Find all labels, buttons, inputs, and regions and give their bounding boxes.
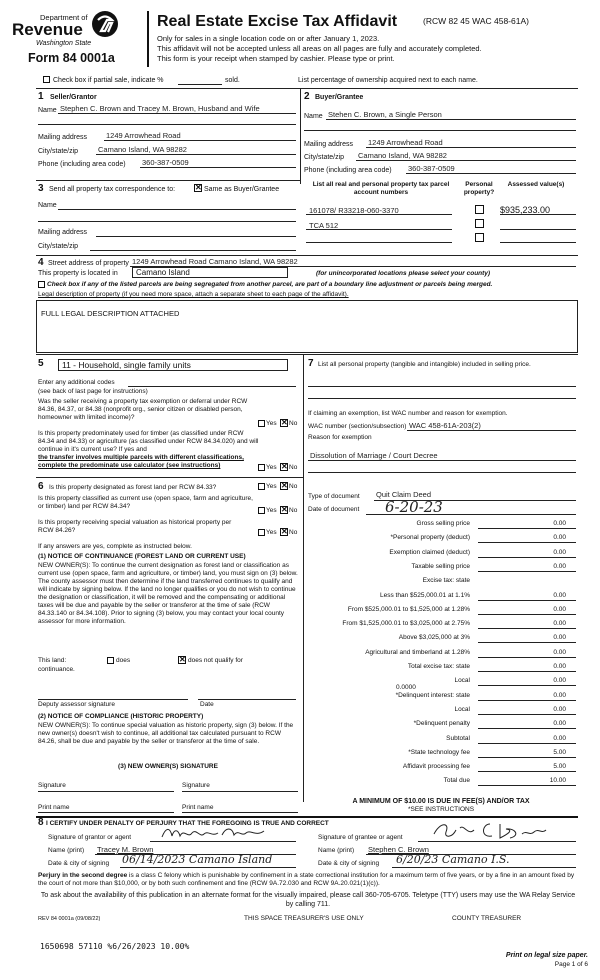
certify-statement: I CERTIFY UNDER PENALTY OF PERJURY THAT THE FOREGOING IS TRUE AND CORRECT [46, 820, 329, 827]
same-as-buyer-checkbox[interactable]: ✕ [195, 183, 202, 192]
tax-row-label: *State technology fee [408, 749, 470, 756]
deputy-date-line[interactable] [198, 699, 296, 700]
buyer-mail[interactable]: 1249 Arrowhead Road [368, 138, 443, 147]
seller-city-label: City/state/zip [38, 148, 79, 155]
tax-row-line [478, 642, 576, 643]
dept-label: Department of [40, 13, 88, 22]
seller-phone-line [140, 167, 296, 168]
buyer-name[interactable]: Stehen C. Brown, a Single Person [328, 110, 442, 119]
this-land-label: This land: [38, 657, 67, 664]
signature-line-1[interactable] [38, 791, 174, 792]
accessibility-note: To ask about the availability of this publication in an alternate format for the visually impaired, please call 360-705-6705. Teletype (TTY) users may use the WA Relay Service by calling 711. [40, 892, 576, 908]
rule [36, 477, 303, 478]
buyer-mail-line [366, 147, 576, 148]
no-label: No [289, 420, 298, 427]
legal-description-text: FULL LEGAL DESCRIPTION ATTACHED [41, 309, 180, 318]
tax-row-line [478, 771, 576, 772]
tax-row-label: From $1,525,000.01 to $3,025,000 at 2.75% [342, 620, 470, 627]
tax-row-label: Affidavit processing fee [402, 763, 470, 770]
tax-row-value[interactable]: 0.00 [553, 534, 566, 541]
section-3-number: 3 [38, 183, 44, 194]
header-line1: Only for sales in a single location code on or after January 1, 2023. [157, 34, 380, 43]
exemption-no-checkbox[interactable]: ✕ [281, 418, 288, 427]
seller-phone-label: Phone (including area code) [38, 161, 126, 168]
grantor-date-city[interactable]: 06/14/2023 Camano Island [122, 853, 273, 866]
tax-row-label: Agricultural and timberland at 1.28% [365, 649, 470, 656]
parcel-2[interactable]: TCA 512 [309, 221, 339, 230]
assessed-value-1[interactable]: $935,233.00 [500, 205, 551, 215]
buyer-mail-label: Mailing address [304, 141, 354, 148]
current-use-yes-checkbox[interactable] [258, 507, 265, 514]
grantee-date-label: Date & city of signing [318, 860, 380, 867]
tax-row-value[interactable]: 0.00 [553, 549, 566, 556]
corr-city-line[interactable] [90, 250, 296, 251]
tax-row-value[interactable]: 10.00 [549, 777, 566, 784]
print-name-line-2[interactable] [182, 812, 298, 813]
tax-row-line [478, 528, 576, 529]
parcel-col-header: List all real and personal property tax parcel account numbers [312, 181, 450, 196]
no-label: No [289, 464, 298, 471]
grantor-date-line [120, 867, 296, 868]
perjury-text: is a class C felony which is punishable by confinement in a state correctional institution for a maximum term of five years, or by a fine in an amount fixed by the court of not more than $10,000, or by both such confinement and fine (RCW 9A.72.030 and RCW 9A.20.021(1)(c)). [38, 872, 575, 887]
tax-row-label: Taxable selling price [411, 563, 470, 570]
tax-row-value[interactable]: 0.00 [553, 520, 566, 527]
reason-line [308, 460, 576, 461]
tax-row-value[interactable]: 5.00 [553, 749, 566, 756]
tax-row-label: Excise tax: state [422, 577, 470, 584]
tax-row-value[interactable]: 0.00 [553, 592, 566, 599]
exemption-question: Was the seller receiving a property tax exemption or deferral under RCW 84.36, 84.37, or 84.38 (nonprofit org., senior citizen or disabled person, homeowner with limited income)? [38, 398, 248, 421]
located-label: This property is located in [38, 270, 118, 277]
tax-row-value[interactable]: 5.00 [553, 763, 566, 770]
buyer-name-label: Name [304, 113, 323, 120]
deputy-sig-line[interactable] [38, 699, 188, 700]
dor-logo-icon [92, 11, 118, 37]
tax-row-line [478, 557, 576, 558]
location-select[interactable] [132, 267, 288, 278]
signature-label-2: Signature [182, 782, 210, 789]
forest-yes-checkbox[interactable] [258, 483, 265, 490]
header-line3: This form is your receipt when stamped by cashier. Please type or print. [157, 54, 395, 63]
treasurer-use: THIS SPACE TREASURER'S USE ONLY [244, 915, 364, 922]
perjury-notice [38, 872, 578, 888]
tax-row-value[interactable]: 0.00 [553, 692, 566, 699]
corr-mail-label: Mailing address [38, 229, 88, 236]
corr-city-label: City/state/zip [38, 243, 79, 250]
segregated-checkbox[interactable] [38, 281, 45, 288]
additional-codes-field[interactable] [128, 386, 296, 387]
doc-date-label: Date of document [308, 506, 360, 513]
deputy-date-label: Date [200, 701, 214, 708]
tax-row-line [478, 685, 576, 686]
timber-yes-checkbox[interactable] [258, 464, 265, 471]
seller-name[interactable]: Stephen C. Brown and Tracey M. Brown, Husband and Wife [60, 104, 260, 113]
tax-row-value[interactable]: 0.00 [553, 634, 566, 641]
no-label: No [289, 483, 298, 490]
tax-row-label: *Delinquent penalty [413, 720, 470, 727]
personal-property-label: List all personal property (tangible and intangible) included in selling price. [318, 361, 531, 368]
current-use-no-checkbox[interactable]: ✕ [281, 505, 288, 514]
tax-row-line [478, 600, 576, 601]
timber-question: Is this property predominately used for timber (as classified under RCW 84.34 and 84.33) or agriculture (as classified under RCW 84.34.020) and will continue in it's current use? If yes and [38, 430, 259, 453]
yes-label: Yes [266, 507, 277, 514]
assessed-col-header: Assessed value(s) [507, 181, 565, 188]
exemption-reason[interactable]: Dissolution of Marriage / Court Decree [310, 451, 438, 460]
section-2-number: 2 [304, 91, 310, 102]
page-number: Page 1 of 6 [554, 961, 588, 968]
tax-row-line [478, 728, 576, 729]
tax-row-value[interactable]: 0.00 [553, 663, 566, 670]
partial-sale-percent-field[interactable] [178, 84, 222, 85]
historic-yes-checkbox[interactable] [258, 529, 265, 536]
personal-col-header: Personal property? [463, 181, 495, 196]
buyer-phone[interactable]: 360-387-0509 [408, 164, 455, 173]
legal-description-field[interactable] [36, 300, 578, 353]
location-value: Camano Island [136, 268, 190, 277]
revision: REV 84 0001a (09/08/22) [38, 916, 101, 922]
tax-row-line [478, 542, 576, 543]
assessed-3-line [500, 242, 576, 243]
exemption-claim-label: If claiming an exemption, list WAC number and reason for exemption. [308, 410, 508, 417]
tax-row-line [478, 614, 576, 615]
assessed-1-line [500, 214, 576, 215]
parcel-2-line [306, 229, 452, 230]
wac-line [407, 430, 576, 431]
rcw-ref: (RCW 82 45 WAC 458-61A) [423, 16, 529, 26]
no-label: No [289, 507, 298, 514]
header-line2: This affidavit will not be accepted unless all areas on all pages are fully and accurately completed. [157, 44, 482, 53]
tax-row-value[interactable]: 0.00 [553, 735, 566, 742]
personal-property-line-2[interactable] [308, 398, 576, 399]
legal-desc-label: Legal description of property (if you need more space, attach a separate sheet to each page of the affidavit). [38, 291, 349, 298]
yes-label: Yes [266, 464, 277, 471]
seller-title: Seller/Grantor [50, 94, 97, 101]
col-divider [303, 354, 304, 802]
personal-property-2-checkbox[interactable] [475, 219, 484, 228]
yes-label: Yes [266, 529, 277, 536]
yes-label: Yes [266, 483, 277, 490]
doc-type[interactable]: Quit Claim Deed [376, 490, 432, 499]
tax-row-label: Gross selling price [416, 520, 470, 527]
tax-row-value[interactable]: 0.00 [553, 563, 566, 570]
see-back-note: (see back of last page for instructions) [38, 388, 148, 395]
tax-row-label: Above $3,025,000 at 3% [398, 634, 470, 641]
parcel-1[interactable]: 161078/ R33218-060-3370 [309, 206, 399, 215]
state-label: Washington State [36, 40, 92, 47]
assessed-2-line [500, 229, 576, 230]
tax-row-label: *Delinquent interest: state [395, 692, 470, 699]
grantor-date-label: Date & city of signing [48, 860, 110, 867]
local-rate[interactable]: 0.0000 [396, 684, 416, 691]
buyer-city-label: City/state/zip [304, 154, 345, 161]
rule [36, 816, 578, 818]
section-8-number: 8 [38, 817, 44, 828]
section-6-number: 6 [38, 481, 44, 492]
notice-compliance-body: NEW OWNER(S): To continue special valuation as historic property, sign (3) below. If the new owner(s) doesn't wish to continue, all additional tax calculated pursuant to RCW 84.26, shall be due and payable by the seller or transferor at the time of sale. [38, 722, 294, 745]
reason-label: Reason for exemption [308, 434, 372, 441]
tax-row-label: Total excise tax: state [407, 663, 470, 670]
tax-row-line [478, 700, 576, 701]
print-name-label-1: Print name [38, 804, 70, 811]
notice-compliance-title: (2) NOTICE OF COMPLIANCE (HISTORIC PROPERTY) [38, 713, 204, 720]
use-code-select[interactable] [58, 359, 288, 371]
buyer-phone-label: Phone (including area code) [304, 167, 392, 174]
minimum-note: A MINIMUM OF $10.00 IS DUE IN FEE(S) AND/OR TAX [352, 798, 530, 805]
current-use-question: Is this property classified as current use (open space, farm and agriculture, or timber) land per RCW 84.34? [38, 495, 253, 510]
tax-row-line [478, 757, 576, 758]
signature-line-2[interactable] [182, 791, 298, 792]
tax-row-line [478, 657, 576, 658]
revenue-logo-text: Revenue [12, 20, 83, 39]
section-1-number: 1 [38, 91, 44, 102]
grantee-name-label: Name (print) [318, 847, 355, 854]
section-7-number: 7 [308, 358, 314, 369]
buyer-city-line [356, 160, 576, 161]
timber-question-bold: the transfer involves multiple parcels with different classifications, complete the predominate use calculator (see instructions) [38, 454, 244, 469]
partial-sale-checkbox[interactable] [43, 76, 50, 83]
additional-codes-label: Enter any additional codes [38, 379, 115, 386]
corr-name-line2 [38, 221, 296, 222]
partial-sale-sold: sold. [225, 77, 240, 84]
print-name-line-1[interactable] [38, 812, 174, 813]
print-name-label-2: Print name [182, 804, 214, 811]
historic-question: Is this property receiving special valuation as historical property per RCW 84.26? [38, 519, 232, 534]
seller-name-label: Name [38, 107, 57, 114]
ownership-note: List percentage of ownership acquired next to each name. [298, 77, 478, 84]
grantor-signature [160, 825, 270, 841]
property-street[interactable]: 1249 Arrowhead Road Camano Island, WA 98282 [132, 257, 298, 266]
tax-row-line [478, 628, 576, 629]
grantor-sig-label: Signature of grantor or agent [48, 834, 132, 841]
same-as-buyer-label: Same as Buyer/Grantee [204, 186, 280, 193]
legal-paper-note: Print on legal size paper. [505, 952, 588, 959]
form-title: Real Estate Excise Tax Affidavit [157, 13, 398, 30]
yes-label: Yes [266, 420, 277, 427]
does-not-qualify-checkbox[interactable]: ✕ [179, 655, 186, 664]
personal-property-3-checkbox[interactable] [475, 233, 484, 242]
grantee-date-line [392, 867, 576, 868]
buyer-city[interactable]: Camano Island, WA 98282 [358, 151, 447, 160]
rule [36, 255, 578, 256]
wac-label: WAC number (section/subsection) [308, 423, 407, 430]
signature-label-1: Signature [38, 782, 66, 789]
parcel-1-line [306, 214, 452, 215]
partial-sale-label: Check box if partial sale, indicate % [53, 77, 164, 84]
no-label: No [289, 529, 298, 536]
notice-continuance-body: NEW OWNER(S): To continue the current designation as forest land or classification as current use (open space, farm and agriculture, or timber) land, you must sign on (3) below. The county assessor must then determine if the land transferred continues to qualify and will indicate by signing below. If the land no longer qualifies or you do not wish to continue the designation or classification, it will be removed and the compensating or additional taxes will be due and payable by the seller or transferor at the time of sale (RCW 84.33.140 or 84.34.108). Prior to signing (3) below, you may contact your local county assessor for more information. [38, 562, 298, 625]
grantor-name[interactable]: Tracey M. Brown [97, 845, 154, 854]
exemption-yes-checkbox[interactable] [258, 420, 265, 427]
cashier-stamp: 1650698 57110 %6/26/2023 10.00% [40, 942, 190, 951]
grantee-sig-label: Signature of grantee or agent [318, 834, 403, 841]
unincorporated-note: (for unincorporated locations please select your county) [316, 270, 491, 277]
corr-mail-line[interactable] [96, 236, 296, 237]
tax-row-line [478, 714, 576, 715]
section-5-number: 5 [38, 358, 44, 369]
if-yes-note: If any answers are yes, complete as instructed below. [38, 543, 192, 550]
street-label: Street address of property [48, 260, 129, 267]
tax-row-value[interactable]: 0.00 [553, 649, 566, 656]
forest-no-checkbox[interactable]: ✕ [281, 481, 288, 490]
parcel-3-line[interactable] [306, 242, 452, 243]
doc-date[interactable]: 6-20-23 [385, 498, 443, 516]
county-treasurer: COUNTY TREASURER [452, 915, 522, 922]
new-owner-sig-title: (3) NEW OWNER(S) SIGNATURE [118, 763, 218, 770]
grantee-date-city[interactable]: 6/20/23 Camano I.S. [396, 853, 510, 866]
doc-type-label: Type of document [308, 493, 360, 500]
tax-row-label: Subtotal [446, 735, 470, 742]
tax-row-line [478, 671, 576, 672]
tax-row-value[interactable]: 0.00 [553, 677, 566, 684]
grantee-signature [430, 820, 550, 842]
form-number: Form 84 0001a [28, 51, 115, 65]
seller-name-line2 [38, 124, 296, 125]
tax-row-line [478, 571, 576, 572]
seller-mail-line [104, 140, 296, 141]
perjury-bold: Perjury in the second degree [38, 872, 128, 879]
tax-row-label: Local [454, 677, 470, 684]
notice-continuance-title: (1) NOTICE OF CONTINUANCE (FOREST LAND OR CURRENT USE) [38, 553, 246, 560]
tax-row-line [478, 743, 576, 744]
grantor-name-label: Name (print) [48, 847, 85, 854]
seller-name-line [58, 113, 296, 114]
tax-row-value[interactable]: 0.00 [553, 720, 566, 727]
does-qualify-checkbox[interactable] [107, 657, 114, 664]
personal-property-line-1[interactable] [308, 386, 576, 387]
corr-name-label: Name [38, 202, 57, 209]
does-label: does [116, 657, 131, 664]
seller-city[interactable]: Camano Island, WA 98282 [98, 145, 187, 154]
correspondence-label: Send all property tax correspondence to: [49, 186, 176, 193]
grantor-sig-line[interactable] [150, 841, 296, 842]
rule [36, 88, 578, 89]
historic-no-checkbox[interactable]: ✕ [281, 527, 288, 536]
timber-no-checkbox[interactable]: ✕ [281, 462, 288, 471]
corr-name-line[interactable] [58, 209, 296, 210]
rule [36, 354, 578, 355]
seller-mail[interactable]: 1249 Arrowhead Road [106, 131, 181, 140]
seller-city-line [96, 154, 296, 155]
header-divider [147, 11, 149, 67]
tax-row-label: Exemption claimed (deduct) [389, 549, 470, 556]
tax-row-value[interactable]: 0.00 [553, 620, 566, 627]
reason-line-2 [308, 472, 576, 473]
buyer-title: Buyer/Grantee [315, 94, 364, 101]
tax-row-label: Total due [443, 777, 470, 784]
buyer-phone-line [406, 173, 576, 174]
tax-row-label: Local [454, 706, 470, 713]
tax-row-value[interactable]: 0.00 [553, 706, 566, 713]
buyer-name-line [326, 119, 576, 120]
section-4-number: 4 [38, 257, 44, 268]
see-instructions: *SEE INSTRUCTIONS [407, 806, 475, 813]
personal-property-1-checkbox[interactable] [475, 205, 484, 214]
segregated-label: Check box if any of the listed parcels are being segregated from another parcel, are part of a boundary line adjustment or parcels being merged. [47, 281, 493, 288]
wac-number[interactable]: WAC 458-61A-203(2) [409, 421, 481, 430]
tax-row-label: *Personal property (deduct) [390, 534, 470, 541]
tax-row-label: Less than $525,000.01 at 1.1% [380, 592, 470, 599]
use-code-value: 11 - Household, single family units [62, 360, 191, 370]
rule [36, 180, 300, 181]
forest-question: Is this property designated as forest land per RCW 84.33? [49, 484, 217, 491]
does-not-label: does not qualify for [188, 657, 243, 664]
tax-row-label: From $525,000.01 to $1,525,000 at 1.28% [347, 606, 470, 613]
doc-date-line [366, 514, 576, 515]
tax-row-line [478, 785, 576, 786]
continuance-label: continuance. [38, 666, 75, 673]
col-divider [300, 88, 301, 184]
deputy-label: Deputy assessor signature [38, 701, 115, 708]
seller-mail-label: Mailing address [38, 134, 88, 141]
tax-row-value[interactable]: 0.00 [553, 606, 566, 613]
seller-phone[interactable]: 360-387-0509 [142, 158, 189, 167]
buyer-name-line2 [304, 130, 576, 131]
grantee-name[interactable]: Stephen C. Brown [368, 845, 429, 854]
